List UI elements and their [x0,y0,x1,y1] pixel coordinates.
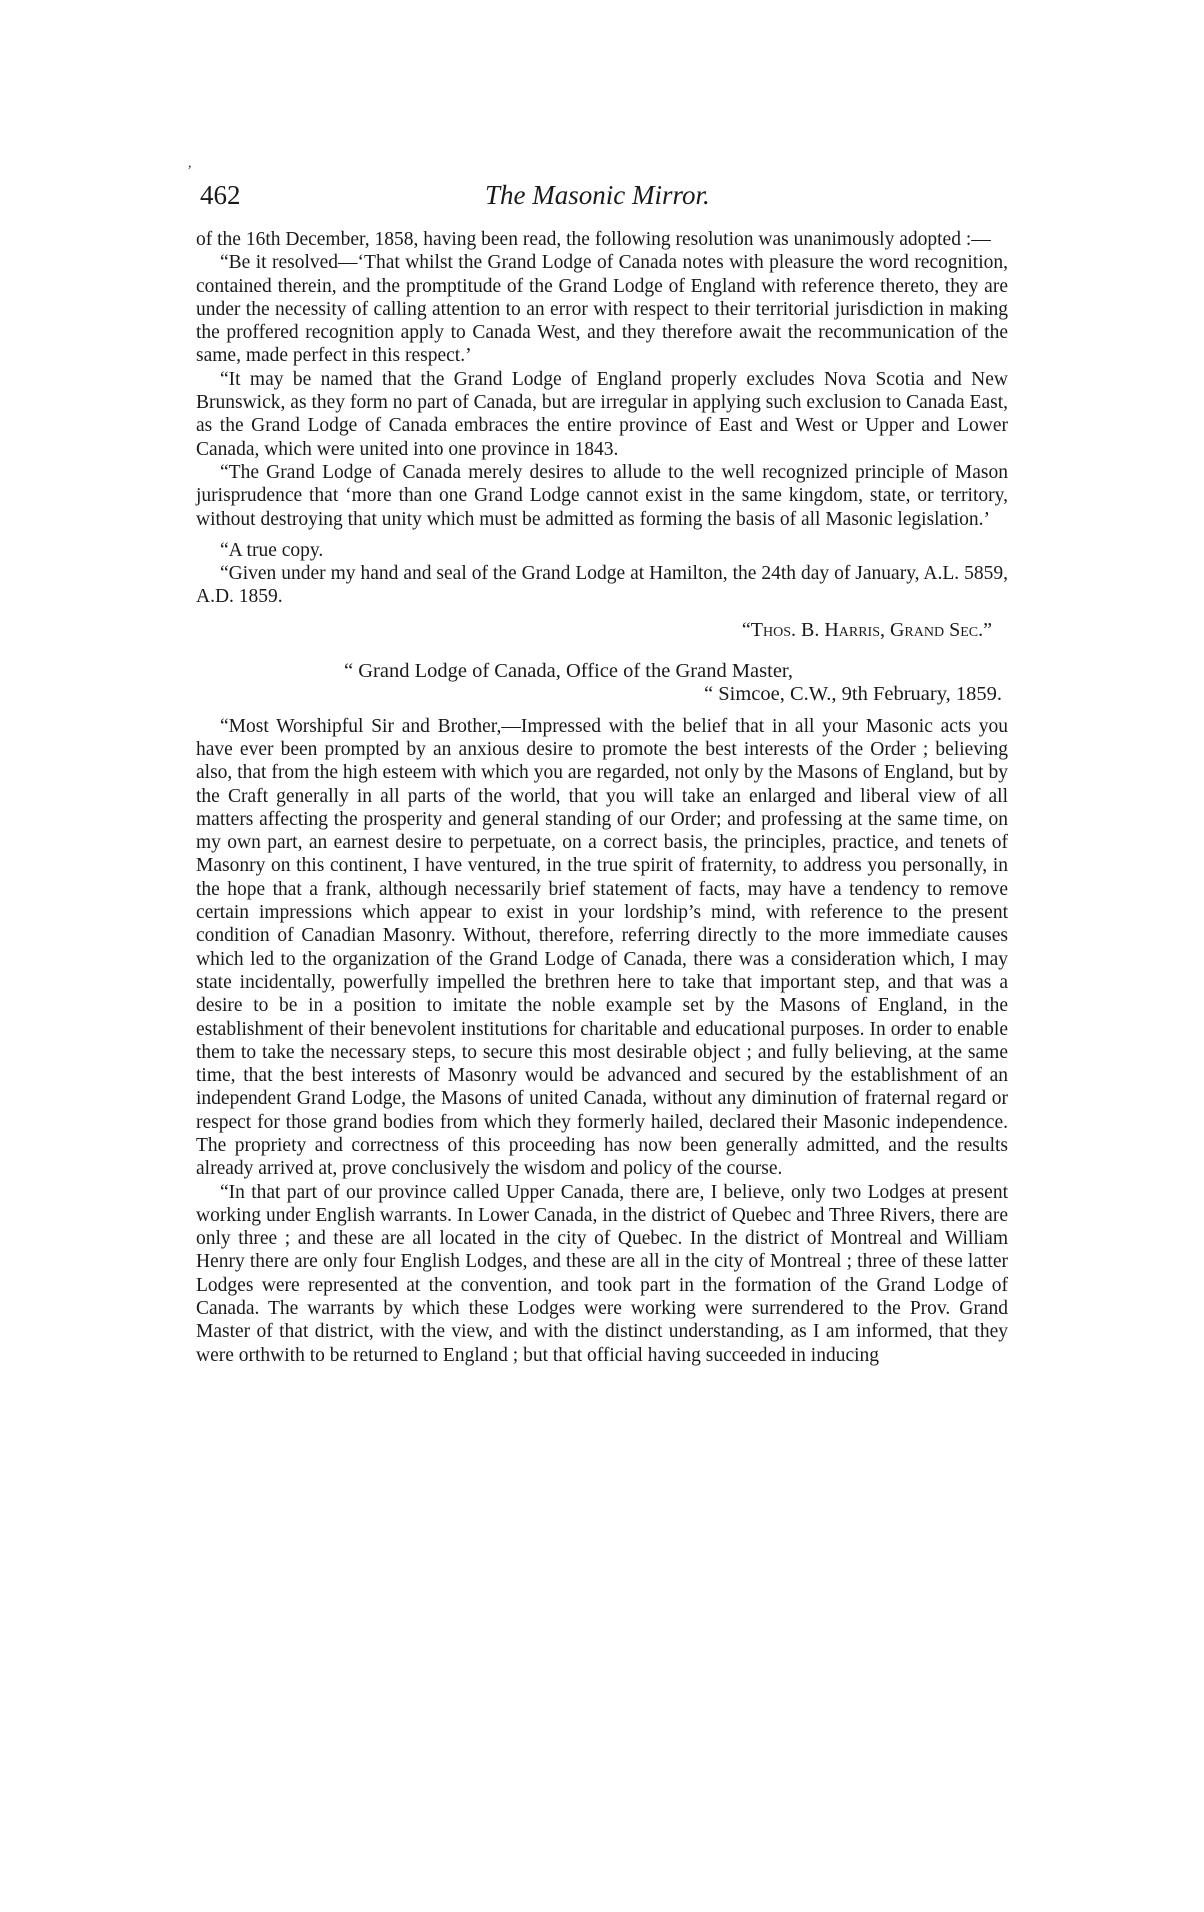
paragraph-7: “Most Worshipful Sir and Brother,—Impressed with the belief that in all your Masonic acts you have ever been prompted by an anxious desire to promote the best interests of the Order ; believing also, that from the high esteem with which you are regarded, not only by the Masons of England, but by the Craft generally in all parts of the world, that you will take an enlarged and liberal view of all matters affecting the prosperity and general standing of our Order; and professing at the same time, on my own part, an earnest desire to perpetuate, on a correct basis, the principles, practice, and tenets of Masonry on this continent, I have ventured, in the true spirit of fraternity, to address you personally, in the hope that a frank, although necessarily brief statement of facts, may have a tendency to remove certain impressions which appear to exist in your lordship’s mind, with reference to the present condition of Canadian Masonry. Without, therefore, referring directly to the more immediate causes which led to the organization of the Grand Lodge of Canada, there was a consideration which, I may state incidentally, powerfully impelled the brethren here to take that important step, and that was a desire to be in a position to imitate the noble example set by the Masons of England, in the establishment of their benevolent institutions for charitable and educational purposes. In order to enable them to take the necessary steps, to secure this most desirable object ; and fully believing, at the same time, that the best interests of Masonry would be advanced and secured by the establishment of an independent Grand Lodge, the Masons of united Canada, without any diminution of fraternal regard or respect for those grand bodies from which they formerly hailed, declared their Masonic independence. The propriety and correctness of this proceeding has now been generally admitted, and the results already arrived at, prove conclusively the wisdom and policy of the course. [196,715,1008,1180]
letter-heading-line-2: “ Simcoe, C.W., 9th February, 1859. [704,683,1002,706]
paragraph-6: “Given under my hand and seal of the Grand Lodge at Hamilton, the 24th day of January, A.L. 5859, A.D. 1859. [196,563,1008,608]
paragraph-2: “Be it resolved—‘That whilst the Grand Lodge of Canada notes with pleasure the word recognition, contained therein, and the promptitude of the Grand Lodge of England with reference thereto, they are under the necessity of calling attention to an error with respect to their territorial jurisdiction in making the proffered recognition apply to Canada West, and they therefore await the recommunication of the same, made perfect in this respect.’ [196,252,1008,367]
paragraph-5: “A true copy. [220,539,324,561]
page-header [200,180,1000,220]
paragraph-3: “It may be named that the Grand Lodge of England properly excludes Nova Scotia and New Brunswick, as they form no part of Canada, but are irregular in applying such exclusion to Canada East, as the Grand Lodge of Canada embraces the entire province of East and West or Upper and Lower Canada, which were united into one province in 1843. [196,368,1008,460]
page-number: 462 [200,180,241,210]
paragraph-8: “In that part of our province called Upper Canada, there are, I believe, only two Lodges at present working under English warrants. In Lower Canada, in the district of Quebec and Three Rivers, there are only three ; and these are all located in the city of Quebec. In the district of Montreal and William Henry there are only four English Lodges, and these are all in the city of Montreal ; three of these latter Lodges were represented at the convention, and took part in the formation of the Grand Lodge of Canada. The warrants by which these Lodges were working were surrendered to the Prov. Grand Master of that district, with the view, and with the distinct understanding, as I am informed, that they were orthwith to be returned to England ; but that official having succeeded in inducing [196,1181,1008,1366]
paragraph-4: “The Grand Lodge of Canada merely desires to allude to the well recognized principle of Mason jurisprudence that ‘more than one Grand Lodge cannot exist in the same kingdom, state, or territory, without destroying that unity which must be admitted as forming the basis of all Masonic legislation.’ [196,461,1008,530]
signature: “Thos. B. Harris, Grand Sec.” [741,618,992,641]
running-title: The Masonic Mirror. [485,180,710,210]
paragraph-1: of the 16th December, 1858, having been read, the following resolution was unanimously adopted :— [196,229,991,250]
margin-mark: , [188,156,192,171]
body-text [196,228,1008,1367]
letter-heading-line-1: “ Grand Lodge of Canada, Office of the Grand Master, [344,660,794,683]
